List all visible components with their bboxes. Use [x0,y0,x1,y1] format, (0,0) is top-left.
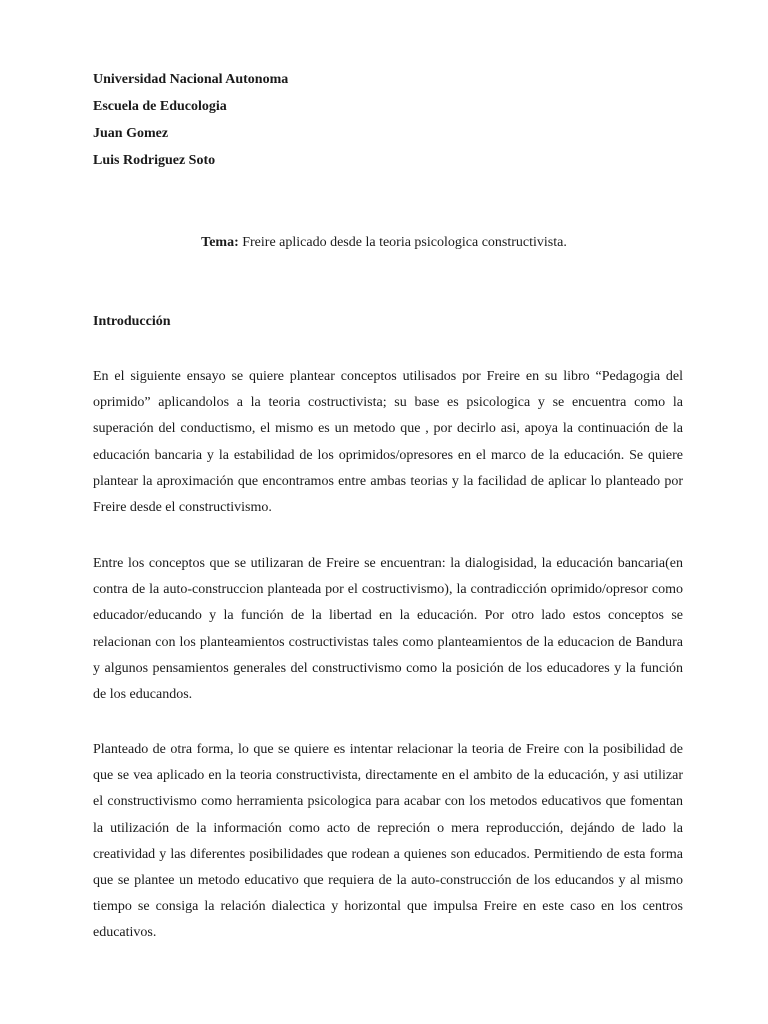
paragraph: Entre los conceptos que se utilizaran de Freire se encuentran: la dialogisidad, la educación bancaria(en contra de la auto-construccion planteada por el costructivismo), la contradicción oprimido/opresor como educador/educando y la función de la libertad en la educación. Por otro lado estos conceptos se relacionan con los planteamientos costructivistas tales como planteamientos de la educacion de Bandura y algunos pensamientos generales del constructivismo como la posición de los educadores y la función de los educandos. [93,556,683,703]
topic-line [0,235,768,251]
topic-label: Tema: [201,235,239,250]
paragraph: En el siguiente ensayo se quiere plantear conceptos utilisados por Freire en su libro “Pedagogia del oprimido” aplicandolos a la teoria costructivista; su base es psicologica y se encuentra como la superación del conductismo, el mismo es un metodo que , por decirlo asi, apoya la continuación de la educación bancaria y la estabilidad de los oprimidos/opresores en el marco de la educación. Se quiere plantear la aproximación que encontramos entre ambas teorias y la facilidad de aplicar lo planteado por Freire desde el constructivismo. [93,369,683,516]
university-name: Universidad Nacional Autonoma [93,72,289,87]
section-title: Introducción [93,314,171,329]
author-name: Juan Gomez [93,126,169,141]
topic-text: Freire aplicado desde la teoria psicologica constructivista. [238,235,567,250]
school-name: Escuela de Educologia [93,99,227,114]
paragraph: Planteado de otra forma, lo que se quiere es intentar relacionar la teoria de Freire con la posibilidad de que se vea aplicado en la teoria constructivista, directamente en el ambito de la educación, y asi utilizar el constructivismo como herramienta psicologica para acabar con los metodos educativos que fomentan la utilización de la información como acto de repreción o mera reproducción, dejándo de lado la creatividad y las diferentes posibilidades que rodean a quienes son educados. Permitiendo de esta forma que se plantee un metodo educativo que requiera de la auto-construcción de los educandos y al mismo tiempo se consiga la relación dialectica y horizontal que impulsa Freire en este caso en los centros educativos. [93,742,683,941]
author-name: Luis Rodriguez Soto [93,153,216,168]
